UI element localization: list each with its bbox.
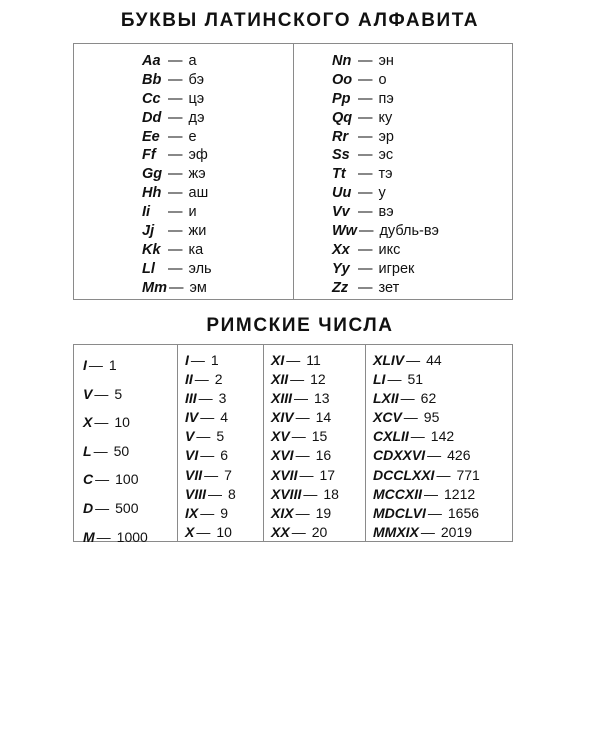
dash-separator: — [200,447,215,464]
letter-name: о [378,71,387,88]
numeral-row [83,494,177,523]
dash-separator: — [427,504,442,521]
roman-numeral: XLIV [373,352,405,368]
letter-glyph: Jj [142,223,155,240]
dash-separator: — [358,147,373,164]
dash-separator: — [358,185,373,202]
numeral-row [185,389,263,408]
letter-glyph: Zz [332,279,349,296]
letter-name: эм [189,279,207,296]
letter-glyph: Vv [332,204,350,221]
letter-name: игрек [378,260,415,277]
numeral-row [271,427,365,446]
letter-row [142,184,293,203]
numeral-row [373,485,512,504]
dash-separator: — [94,385,109,402]
letter-glyph: Gg [142,166,163,183]
letter-glyph: Tt [332,166,346,183]
dash-separator: — [410,428,425,445]
dash-separator: — [358,260,373,277]
numeral-row [185,485,263,504]
roman-numeral: V [185,428,195,445]
dash-separator: — [168,185,183,202]
arabic-value: 10 [114,414,130,431]
letter-glyph: Ww [332,223,357,240]
arabic-value: 11 [306,352,321,368]
letter-glyph: Aa [142,53,161,69]
letter-row [142,241,293,260]
numeral-row [83,380,177,409]
letter-name: эф [188,147,208,164]
arabic-value: 13 [314,390,330,407]
dash-separator: — [198,390,213,407]
letter-row [142,279,293,298]
letter-name: у [378,185,386,202]
arabic-value: 9 [220,504,229,521]
letter-row [332,241,512,260]
letter-glyph: Mm [142,279,167,296]
dash-separator: — [420,523,435,540]
numeral-row [83,408,177,437]
letter-glyph: Xx [332,241,350,258]
latin-column-2 [293,44,512,299]
letter-name: жэ [188,166,206,183]
latin-column-1 [74,44,293,299]
letter-row [332,222,512,241]
roman-numeral: XVII [271,466,298,483]
numeral-row [373,389,512,408]
letter-row [142,203,293,222]
roman-numeral: MCCXII [373,485,422,502]
dash-separator: — [95,499,110,516]
letter-row [142,90,293,109]
roman-numeral: X [83,414,93,431]
numeral-row [373,446,512,465]
dash-separator: — [200,409,215,426]
arabic-value: 16 [315,447,332,464]
roman-numerals-table [73,344,513,545]
roman-numeral: L [83,442,92,459]
letter-name: аш [188,185,209,202]
letter-name: эс [378,147,394,164]
numeral-row [185,370,263,389]
arabic-value: 771 [456,466,480,483]
letter-row [332,71,512,90]
letter-row [332,260,512,279]
dash-separator: — [168,166,183,183]
letter-glyph: Oo [332,71,353,88]
dash-separator: — [168,147,183,164]
letter-glyph: Pp [332,90,351,107]
numeral-row [271,523,365,542]
dash-separator: — [303,485,318,502]
arabic-value: 1 [210,352,219,368]
dash-separator: — [358,204,373,221]
letter-name: е [188,128,197,145]
dash-separator: — [95,471,110,488]
dash-separator: — [406,352,421,368]
dash-separator: — [200,504,215,521]
arabic-value: 2 [214,371,223,388]
dash-separator: — [168,223,183,240]
roman-numeral: X [185,523,195,540]
dash-separator: — [96,528,111,545]
numeral-row [271,351,365,370]
dash-separator: — [358,109,373,126]
roman-numeral: III [185,390,197,407]
dash-separator: — [291,428,306,445]
letter-row [332,109,512,128]
arabic-value: 500 [115,499,139,516]
numeral-row [271,408,365,427]
letter-name: жи [188,223,207,240]
letter-name: эн [378,53,394,69]
roman-numeral: DCCLXXI [373,466,435,483]
letter-name: пэ [378,90,394,107]
letter-row [142,128,293,147]
numeral-row [83,523,177,552]
arabic-value: 8 [228,485,236,502]
dash-separator: — [358,279,373,296]
roman-numeral: XI [271,352,285,368]
numeral-row [83,465,177,494]
roman-numeral: XVI [271,447,294,464]
arabic-value: 95 [423,409,440,426]
dash-separator: — [168,128,183,145]
dash-separator: — [358,71,373,88]
roman-numeral: VII [185,466,203,483]
numeral-row [83,437,177,466]
roman-numeral: D [83,499,94,516]
arabic-value: 4 [220,409,229,426]
dash-separator: — [168,241,183,258]
dash-separator: — [358,223,374,240]
roman-numeral: VIII [185,485,207,502]
roman-numeral: XIII [271,390,293,407]
arabic-value: 44 [426,352,442,368]
dash-separator: — [291,523,306,540]
roman-numeral: IX [185,504,199,521]
numeral-row [271,370,365,389]
arabic-value: 2019 [440,523,473,540]
numeral-row [271,485,365,504]
letter-row [332,52,512,71]
dash-separator: — [194,371,209,388]
letter-row [142,109,293,128]
roman-numeral: XV [271,428,290,445]
dash-separator: — [168,204,183,221]
letter-glyph: Dd [142,109,162,126]
arabic-value: 1 [108,357,117,373]
letter-glyph: Yy [332,260,350,277]
letter-row [332,165,512,184]
letter-glyph: Hh [142,185,162,202]
roman-numeral: CXLII [373,428,409,445]
letter-glyph: Ff [142,147,156,164]
dash-separator: — [358,128,373,145]
arabic-value: 19 [315,504,332,521]
arabic-value: 15 [311,428,328,445]
roman-numeral: XVIII [271,485,302,502]
letter-name: ку [378,109,393,126]
dash-separator: — [190,352,205,368]
dash-separator: — [168,90,183,107]
arabic-value: 1212 [444,485,476,502]
letter-glyph: Kk [142,241,161,258]
letter-row [142,165,293,184]
letter-row [142,71,293,90]
numeral-row [373,370,512,389]
numeral-row [373,523,512,542]
letter-row [332,184,512,203]
letter-name: тэ [378,166,393,183]
roman-numeral: M [83,528,95,545]
dash-separator: — [387,371,402,388]
dash-separator: — [358,53,373,69]
roman-numeral: XII [271,371,289,388]
arabic-value: 6 [220,447,229,464]
numeral-row [185,446,263,465]
letter-row [142,146,293,165]
numeral-row [373,427,512,446]
letter-glyph: Nn [332,53,352,69]
numeral-row [373,351,512,370]
letter-row [332,128,512,147]
numeral-row [271,389,365,408]
arabic-value: 50 [113,442,130,459]
numeral-row [271,466,365,485]
dash-separator: — [286,352,301,368]
letter-row [332,279,512,298]
arabic-value: 17 [319,466,336,483]
letter-name: бэ [188,71,205,88]
dash-separator: — [436,466,451,483]
roman-column-11-20 [263,345,365,541]
roman-numeral: MMXIX [373,523,419,540]
dash-separator: — [403,409,418,426]
dash-separator: — [94,414,109,431]
numeral-row [83,351,177,380]
arabic-value: 7 [224,466,232,483]
letter-glyph: Uu [332,185,352,202]
roman-numeral: I [83,357,87,373]
numeral-row [185,408,263,427]
roman-numeral: I [185,352,189,368]
numeral-row [271,446,365,465]
roman-numeral: LXII [373,390,399,407]
dash-separator: — [93,442,108,459]
arabic-value: 18 [323,485,339,502]
roman-numeral: MDCLVI [373,504,426,521]
letter-row [142,222,293,241]
dash-separator: — [204,466,219,483]
arabic-value: 10 [216,523,232,540]
dash-separator: — [294,390,309,407]
latin-alphabet-title: БУКВЫ ЛАТИНСКОГО АЛФАВИТА [120,10,480,31]
roman-column-examples [365,345,512,541]
dash-separator: — [168,53,183,69]
letter-name: дэ [188,109,205,126]
roman-column-1-10 [177,345,263,541]
letter-row [332,146,512,165]
roman-column-basic [74,345,177,545]
arabic-value: 5 [216,428,225,445]
arabic-value: 5 [114,385,123,402]
roman-numeral: XX [271,523,290,540]
latin-alphabet-table [73,43,513,300]
letter-glyph: Cc [142,90,161,107]
dash-separator: — [88,357,103,373]
dash-separator: — [168,260,183,277]
dash-separator: — [168,109,183,126]
letter-name: эр [378,128,394,145]
letter-name: и [188,204,197,221]
roman-numeral: LI [373,371,386,388]
dash-separator: — [196,523,211,540]
roman-numeral: II [185,371,193,388]
arabic-value: 20 [311,523,328,540]
roman-numeral: VI [185,447,199,464]
letter-row [332,203,512,222]
arabic-value: 426 [447,447,471,464]
letter-glyph: Bb [142,71,162,88]
dash-separator: — [424,485,438,502]
dash-separator: — [168,71,183,88]
numeral-row [373,408,512,427]
dash-separator: — [168,279,184,296]
letter-name: вэ [378,204,394,221]
letter-name: ка [188,241,204,258]
letter-glyph: Ee [142,128,160,145]
letter-glyph: Ll [142,260,155,277]
letter-name: дубль-вэ [379,223,439,240]
numeral-row [185,351,263,370]
roman-numeral: IV [185,409,199,426]
arabic-value: 12 [310,371,326,388]
dash-separator: — [196,428,211,445]
numeral-row [185,523,263,542]
dash-separator: — [295,447,310,464]
dash-separator: — [295,409,310,426]
letter-name: эль [188,260,212,277]
dash-separator: — [427,447,442,464]
letter-name: зет [378,279,400,296]
arabic-value: 142 [430,428,455,445]
letter-row [142,52,293,71]
dash-separator: — [208,485,223,502]
letter-glyph: Rr [332,128,349,145]
numeral-row [185,504,263,523]
roman-numerals-title: РИМСКИЕ ЧИСЛА [206,315,394,336]
dash-separator: — [299,466,314,483]
roman-numeral: CDXXVI [373,447,426,464]
dash-separator: — [358,241,373,258]
dash-separator: — [295,504,310,521]
numeral-row [373,504,512,523]
arabic-value: 1000 [116,528,148,545]
roman-numeral: V [83,385,93,402]
dash-separator: — [290,371,305,388]
letter-row [142,260,293,279]
arabic-value: 14 [315,409,332,426]
letter-name: икс [378,241,401,258]
letter-glyph: Ss [332,147,350,164]
roman-numeral: XCV [373,409,402,426]
letter-glyph: Ii [142,204,151,221]
arabic-value: 100 [115,471,139,488]
roman-numeral: XIX [271,504,294,521]
arabic-value: 1656 [447,504,480,521]
dash-separator: — [358,166,373,183]
numeral-row [271,504,365,523]
arabic-value: 3 [218,390,227,407]
letter-glyph: Qq [332,109,353,126]
numeral-row [185,466,263,485]
letter-name: цэ [188,90,205,107]
roman-numeral: C [83,471,94,488]
roman-numeral: XIV [271,409,294,426]
letter-name: а [188,53,197,69]
dash-separator: — [358,90,373,107]
dash-separator: — [400,390,415,407]
numeral-row [373,466,512,485]
arabic-value: 62 [420,390,437,407]
letter-row [332,90,512,109]
arabic-value: 51 [407,371,424,388]
numeral-row [185,427,263,446]
